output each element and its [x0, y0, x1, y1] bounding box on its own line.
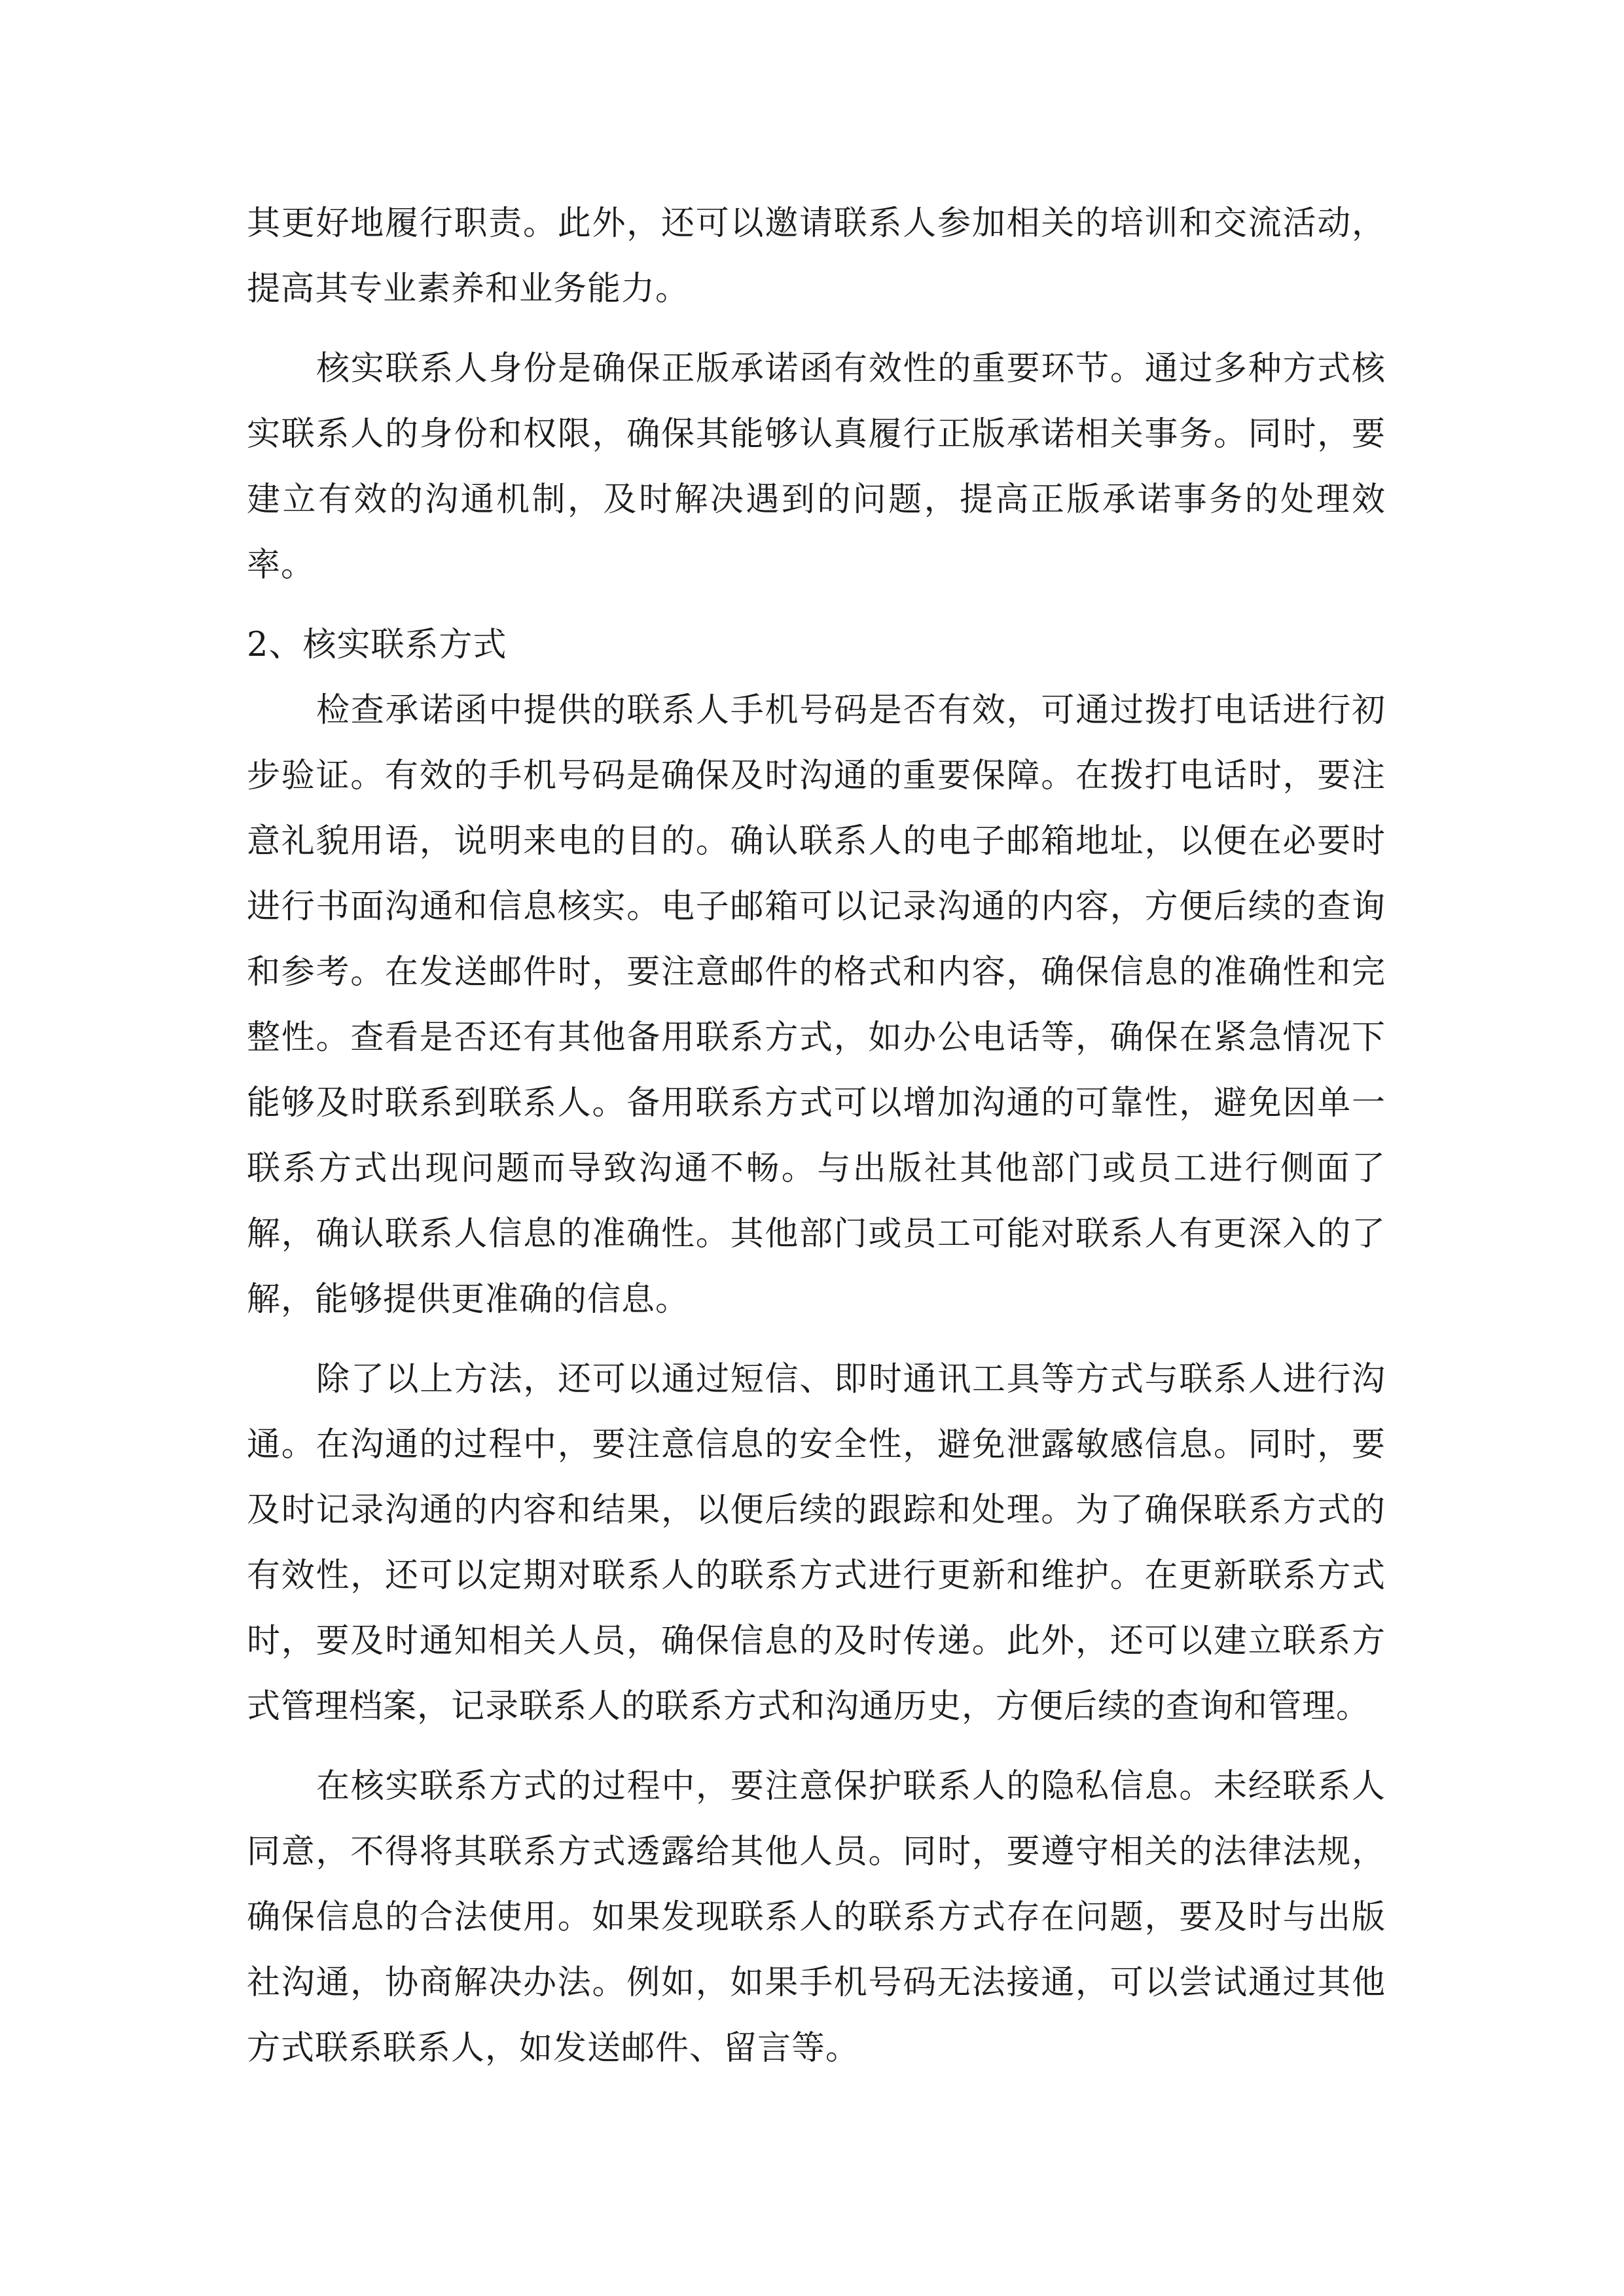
paragraph-identity-verification: 核实联系人身份是确保正版承诺函有效性的重要环节。通过多种方式核实联系人的身份和权限，确保其能够认真履行正版承诺相关事务。同时，要建立有效的沟通机制，及时解决遇到的问题，提高正版承诺事务的处理效率。: [247, 350, 1386, 584]
paragraph-privacy-protection: 在核实联系方式的过程中，要注意保护联系人的隐私信息。未经联系人同意，不得将其联系方式透露给其他人员。同时，要遵守相关的法律法规，确保信息的合法使用。如果发现联系人的联系方式存在问题，要及时与出版社沟通，协商解决办法。例如，如果手机号码无法接通，可以尝试通过其他方式联系联系人，如发送邮件、留言等。: [247, 1767, 1386, 2068]
paragraph-other-channels: 除了以上方法，还可以通过短信、即时通讯工具等方式与联系人进行沟通。在沟通的过程中，要注意信息的安全性，避免泄露敏感信息。同时，要及时记录沟通的内容和结果，以便后续的跟踪和处理。为了确保联系方式的有效性，还可以定期对联系人的联系方式进行更新和维护。在更新联系方式时，要及时通知相关人员，确保信息的及时传递。此外，还可以建立联系方式管理档案，记录联系人的联系方式和沟通历史，方便后续的查询和管理。: [247, 1360, 1386, 1726]
paragraph-continued-training: 其更好地履行职责。此外，还可以邀请联系人参加相关的培训和交流活动，提高其专业素养和业务能力。: [247, 204, 1386, 308]
document-body: [247, 191, 1386, 2081]
section-heading-verify-contact: 2、核实联系方式: [247, 626, 507, 664]
paragraph-check-phone-email: 检查承诺函中提供的联系人手机号码是否有效，可通过拨打电话进行初步验证。有效的手机号码是确保及时沟通的重要保障。在拨打电话时，要注意礼貌用语，说明来电的目的。确认联系人的电子邮箱地址，以便在必要时进行书面沟通和信息核实。电子邮箱可以记录沟通的内容，方便后续的查询和参考。在发送邮件时，要注意邮件的格式和内容，确保信息的准确性和完整性。查看是否还有其他备用联系方式，如办公电话等，确保在紧急情况下能够及时联系到联系人。备用联系方式可以增加沟通的可靠性，避免因单一联系方式出现问题而导致沟通不畅。与出版社其他部门或员工进行侧面了解，确认联系人信息的准确性。其他部门或员工可能对联系人有更深入的了解，能够提供更准确的信息。: [247, 691, 1386, 1319]
